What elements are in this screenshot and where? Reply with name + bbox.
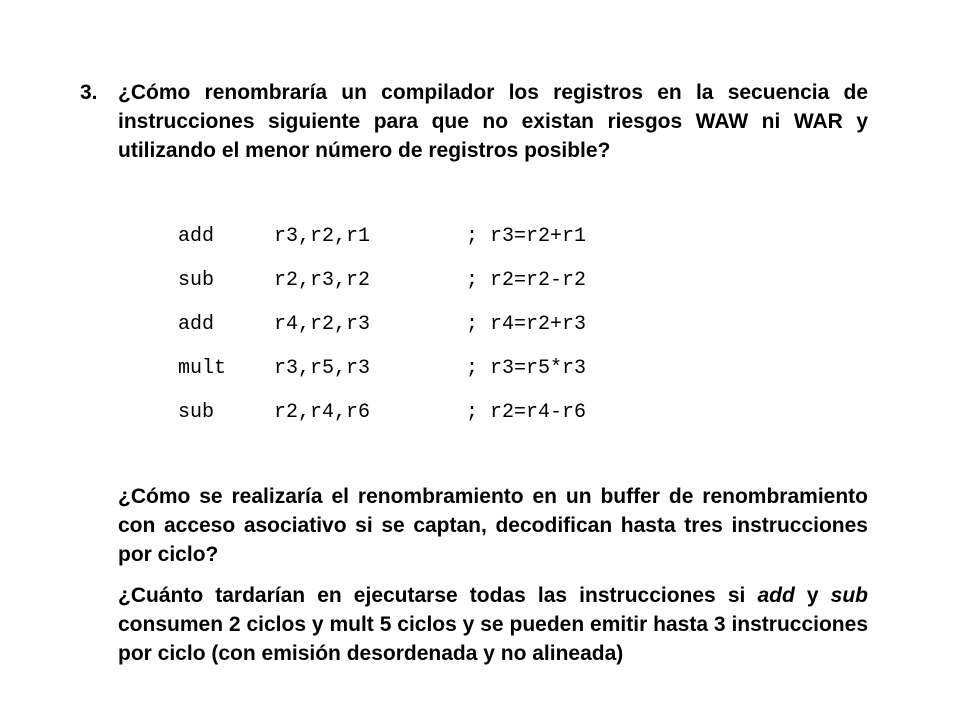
- code-comment: ; r3=r5*r3: [466, 357, 587, 380]
- question-text: ¿Cómo renombraría un compilador los registros en la secuencia de instrucciones siguiente para que no existan riesgos WAW ni WAR y utilizando el menor número de registros posible?: [118, 81, 868, 162]
- code-line: [178, 310, 626, 354]
- code-line: [178, 398, 626, 442]
- followup-2-text: ¿Cuánto tardarían en ejecutarse todas las instrucciones si: [118, 584, 758, 607]
- followup-2-text: y: [794, 584, 831, 607]
- followup-2-emphasis: sub: [830, 584, 868, 607]
- followup-2-emphasis: add: [757, 584, 795, 607]
- code-line: [178, 266, 626, 310]
- code-line: [178, 354, 626, 398]
- code-op: sub: [178, 401, 215, 424]
- code-block: [178, 222, 626, 442]
- code-comment: ; r4=r2+r3: [466, 313, 587, 336]
- code-args: r3,r2,r1: [274, 225, 371, 248]
- followup-question-2: [118, 581, 868, 668]
- code-op: add: [178, 225, 215, 248]
- followup-question-1: ¿Cómo se realizaría el renombramiento en un buffer de renombramiento con acceso asociativo si se captan, decodifican hasta tres instrucciones por ciclo?: [118, 485, 868, 566]
- code-line: [178, 222, 626, 266]
- code-args: r2,r3,r2: [274, 269, 371, 292]
- code-args: r4,r2,r3: [274, 313, 371, 336]
- code-comment: ; r3=r2+r1: [466, 225, 587, 248]
- code-op: mult: [178, 357, 227, 380]
- code-op: sub: [178, 269, 215, 292]
- followup-2-text: consumen 2 ciclos y mult 5 ciclos y se pueden emitir hasta 3 instrucciones por ciclo (con emisión desordenada y no alineada): [118, 613, 868, 665]
- code-args: r2,r4,r6: [274, 401, 371, 424]
- code-comment: ; r2=r2-r2: [466, 269, 587, 292]
- code-op: add: [178, 313, 215, 336]
- code-args: r3,r5,r3: [274, 357, 371, 380]
- code-comment: ; r2=r4-r6: [466, 401, 587, 424]
- question-number: 3.: [80, 81, 98, 104]
